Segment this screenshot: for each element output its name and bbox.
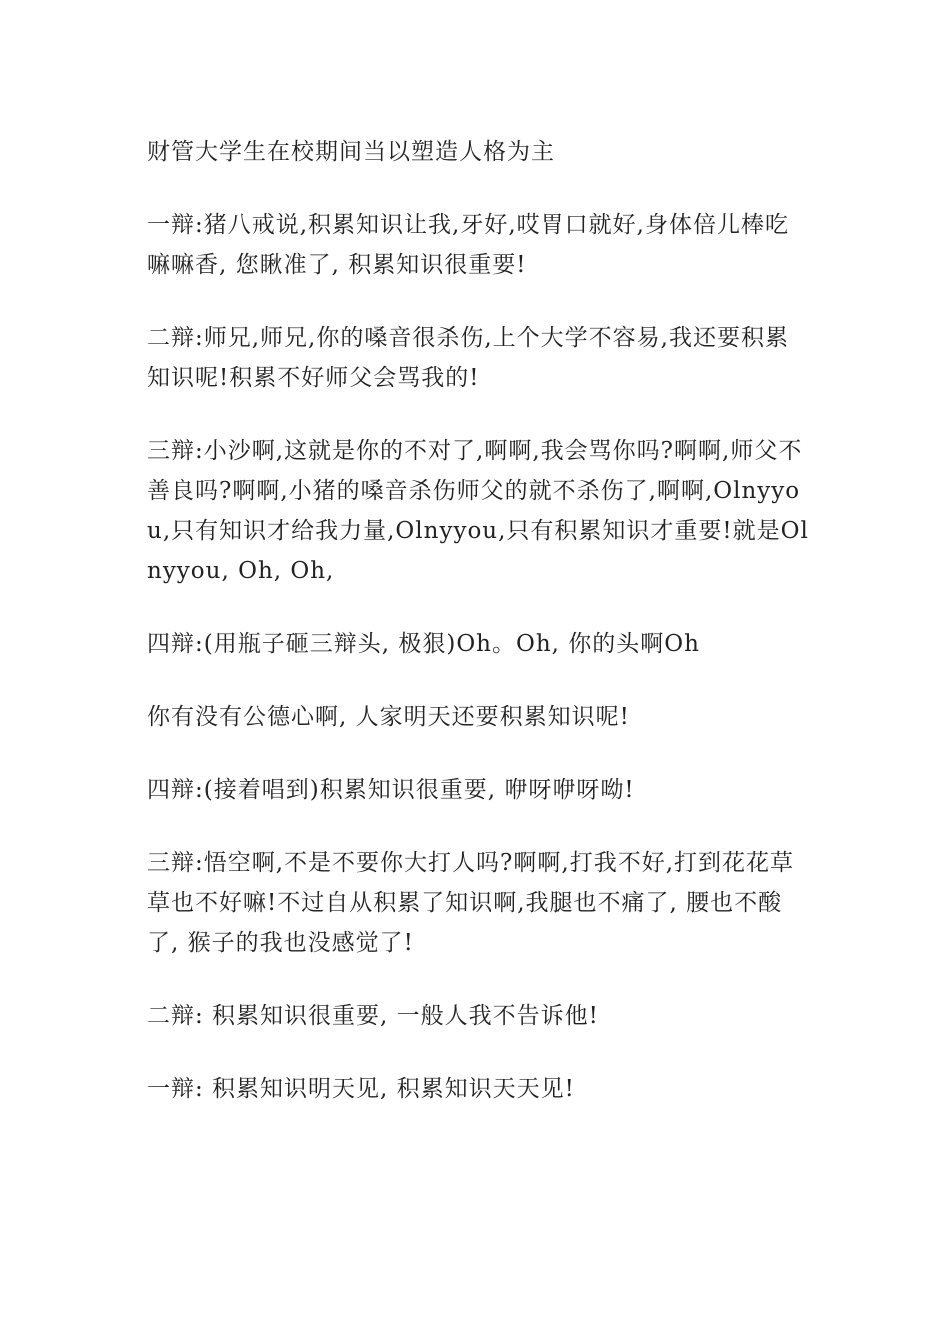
paragraph-debater-4: 四辩:(用瓶子砸三辩头, 极狠)Oh。Oh, 你的头啊Oh [147, 631, 700, 657]
paragraph-debater-2: 二辩:师兄,师兄,你的嗓音很杀伤,上个大学不容易,我还要积累知识呢!积累不好师父会骂我的! [147, 325, 789, 391]
paragraph-debater-2-closing: 二辩: 积累知识很重要, 一般人我不告诉他! [147, 1003, 599, 1029]
paragraph-public-morality: 你有没有公德心啊, 人家明天还要积累知识呢! [147, 704, 630, 730]
paragraph-debater-3: 三辩:小沙啊,这就是你的不对了,啊啊,我会骂你吗?啊啊,师父不善良吗?啊啊,小猪的嗓音杀伤师父的就不杀伤了,啊啊,Olnyyou,只有知识才给我力量,Olnyyou,只有积累知识才重要!就是Olnyyou, Oh, Oh, [147, 438, 809, 584]
paragraph-debater-1-closing: 一辩: 积累知识明天见, 积累知识天天见! [147, 1076, 575, 1102]
paragraph-debater-3-wukong: 三辩:悟空啊,不是不要你大打人吗?啊啊,打我不好,打到花花草草也不好嘛!不过自从积累了知识啊,我腿也不痛了, 腰也不酸了, 猴子的我也没感觉了! [147, 850, 795, 956]
document-body [147, 132, 812, 1142]
document-title: 财管大学生在校期间当以塑造人格为主 [147, 139, 555, 165]
paragraph-debater-1: 一辩:猪八戒说,积累知识让我,牙好,哎胃口就好,身体倍儿棒吃嘛嘛香, 您瞅准了, 积累知识很重要! [147, 212, 789, 278]
paragraph-debater-4-song: 四辩:(接着唱到)积累知识很重要, 咿呀咿呀呦! [147, 777, 635, 803]
